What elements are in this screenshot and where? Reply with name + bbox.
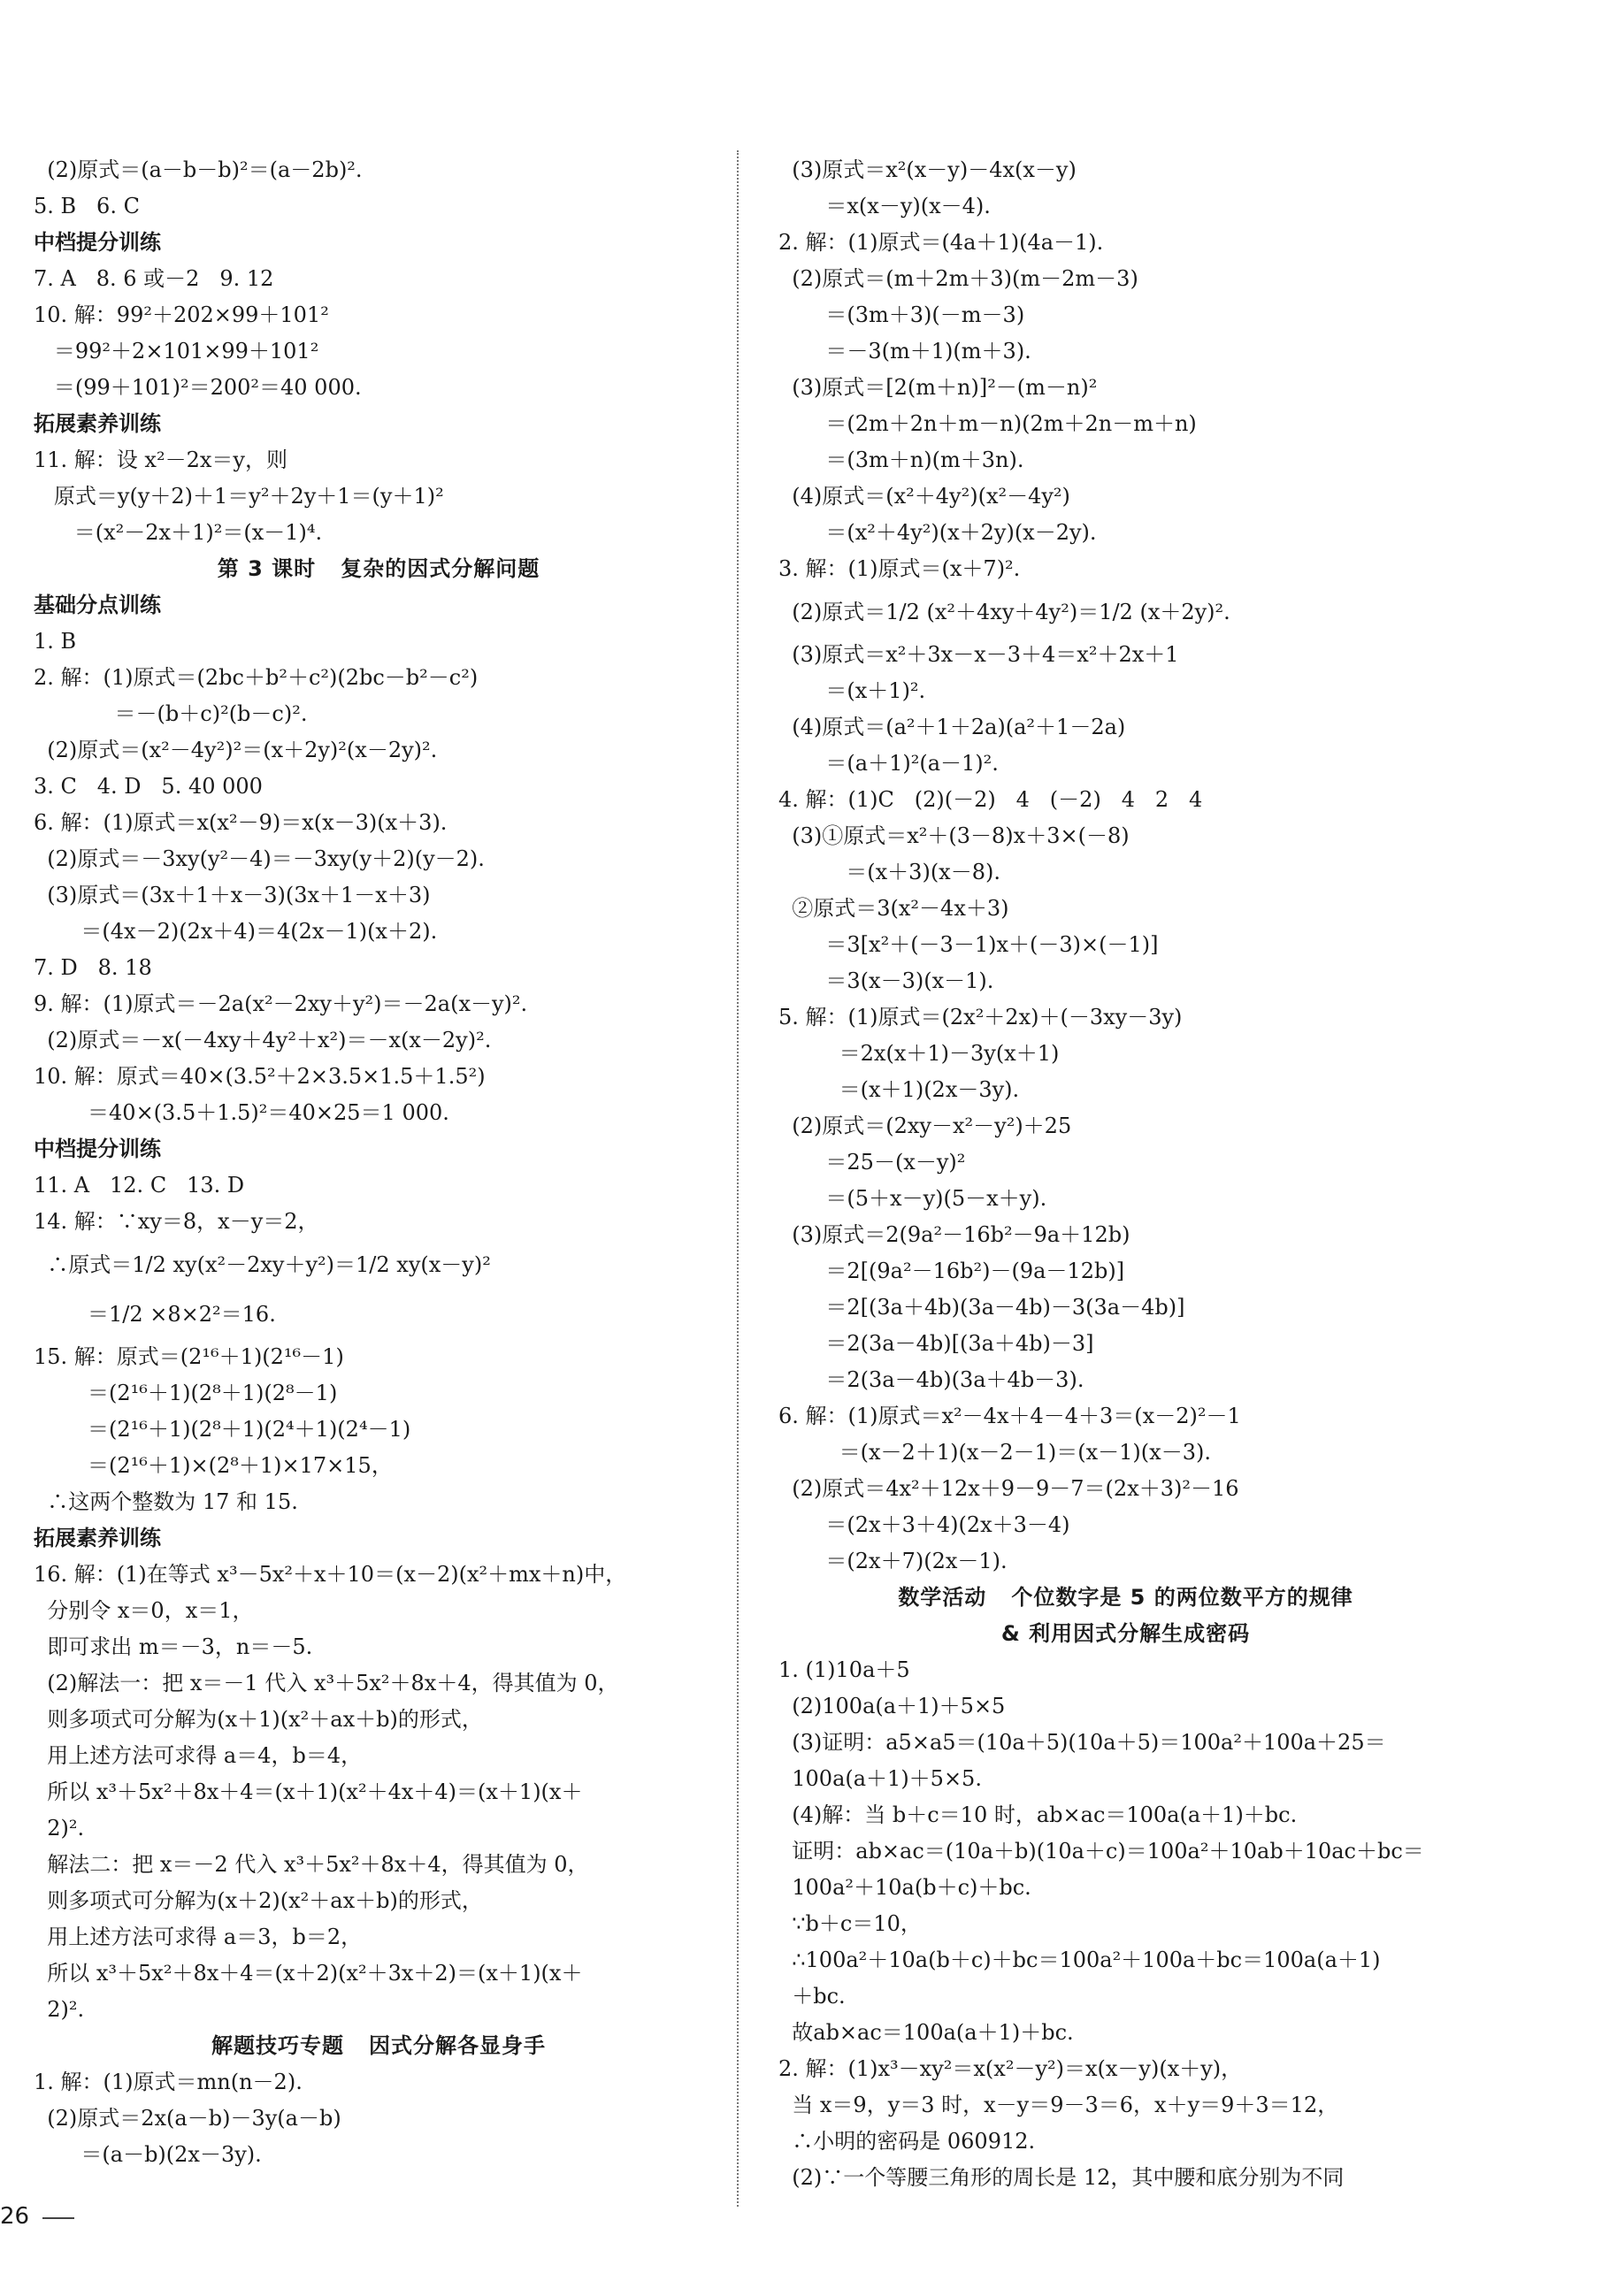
right-line-21: ＝3[x²＋(－3－1)x＋(－3)×(－1)]	[778, 932, 1159, 957]
right-line-33: ＝2(3a－4b)(3a＋4b－3).	[778, 1367, 1084, 1392]
right-line-1: ＝x(x－y)(x－4).	[778, 194, 991, 218]
right-line-23: 5. 解：(1)原式＝(2x²＋2x)＋(－3xy－3y)	[778, 1005, 1183, 1029]
right-line-50: ＋bc.	[778, 1984, 846, 2009]
left-line-4: 10. 解：99²＋202×99＋101²	[34, 302, 329, 327]
right-line-5: ＝－3(m＋1)(m＋3).	[778, 339, 1031, 364]
left-line-3: 7. A 8. 6 或－2 9. 12	[34, 266, 274, 291]
right-line-13: (3)原式＝x²＋3x－x－3＋4＝x²＋2x＋1	[778, 642, 1179, 667]
right-line-14: ＝(x＋1)².	[778, 678, 926, 703]
left-line-2: 中档提分训练	[34, 230, 161, 255]
column-divider	[737, 150, 739, 2207]
left-line-44: 所以 x³＋5x²＋8x＋4＝(x＋1)(x²＋4x＋4)＝(x＋1)(x＋	[34, 1779, 583, 1804]
left-line-7: 拓展素养训练	[34, 411, 161, 436]
left-line-16: (2)原式＝(x²－4y²)²＝(x＋2y)²(x－2y)².	[34, 738, 438, 762]
left-line-13: 1. B	[34, 629, 77, 654]
left-line-52: 1. 解：(1)原式＝mn(n－2).	[34, 2070, 303, 2094]
page-number: 26	[0, 2203, 30, 2230]
right-line-8: ＝(3m＋n)(m＋3n).	[778, 448, 1024, 472]
left-line-37: 拓展素养训练	[34, 1526, 161, 1550]
right-line-36: (2)原式＝4x²＋12x＋9－9－7＝(2x＋3)²－16	[778, 1476, 1239, 1501]
left-line-8: 11. 解：设 x²－2x＝y，则	[34, 448, 287, 472]
left-line-10: ＝(x²－2x＋1)²＝(x－1)⁴.	[34, 520, 323, 545]
right-line-17: 4. 解：(1)C (2)(－2) 4 (－2) 4 2 4	[778, 787, 1203, 812]
left-line-46: 解法二：把 x＝－2 代入 x³＋5x²＋8x＋4，得其值为 0，	[34, 1852, 589, 1877]
left-line-25: 10. 解：原式＝40×(3.5²＋2×3.5×1.5＋1.5²)	[34, 1064, 486, 1089]
right-line-34: 6. 解：(1)原式＝x²－4x＋4－4＋3＝(x－2)²－1	[778, 1404, 1241, 1428]
right-line-10: ＝(x²＋4y²)(x＋2y)(x－2y).	[778, 520, 1097, 545]
left-line-34: ＝(2¹⁶＋1)(2⁸＋1)(2⁴＋1)(2⁴－1)	[34, 1417, 411, 1442]
left-line-1: 5. B 6. C	[34, 194, 140, 218]
left-line-33: ＝(2¹⁶＋1)(2⁸＋1)(2⁸－1)	[34, 1381, 338, 1405]
left-line-35: ＝(2¹⁶＋1)×(2⁸＋1)×17×15，	[34, 1453, 393, 1478]
left-line-19: (2)原式＝－3xy(y²－4)＝－3xy(y＋2)(y－2).	[34, 846, 485, 871]
right-line-52: 2. 解：(1)x³－xy²＝x(x²－y²)＝x(x－y)(x＋y)，	[778, 2056, 1243, 2081]
right-line-4: ＝(3m＋3)(－m－3)	[778, 302, 1025, 327]
left-line-21: ＝(4x－2)(2x＋4)＝4(2x－1)(x＋2).	[34, 919, 438, 944]
left-line-9: 原式＝y(y＋2)＋1＝y²＋2y＋1＝(y＋1)²	[34, 484, 444, 509]
right-line-6: (3)原式＝[2(m＋n)]²－(m－n)²	[778, 375, 1098, 400]
left-line-27: 中档提分训练	[34, 1137, 161, 1161]
right-line-20: ②原式＝3(x²－4x＋3)	[778, 896, 1009, 921]
right-line-30: ＝2[(9a²－16b²)－(9a－12b)]	[778, 1259, 1125, 1283]
right-line-28: ＝(5＋x－y)(5－x＋y).	[778, 1186, 1047, 1211]
right-column	[778, 152, 1473, 2196]
right-line-25: ＝(x＋1)(2x－3y).	[778, 1077, 1020, 1102]
left-line-18: 6. 解：(1)原式＝x(x²－9)＝x(x－3)(x＋3).	[34, 810, 448, 835]
left-line-15: ＝－(b＋c)²(b－c)².	[34, 701, 308, 726]
left-line-30: ∴原式＝1/2 xy(x²－2xy＋y²)＝1/2 xy(x－y)²	[34, 1252, 491, 1277]
right-line-54: ∴小明的密码是 060912.	[778, 2129, 1036, 2154]
right-line-42: (2)100a(a＋1)＋5×5	[778, 1694, 1006, 1718]
right-line-45: (4)解：当 b＋c＝10 时，ab×ac＝100a(a＋1)＋bc.	[778, 1802, 1298, 1827]
right-line-16: ＝(a＋1)²(a－1)².	[778, 751, 999, 776]
right-line-46: 证明：ab×ac＝(10a＋b)(10a＋c)＝100a²＋10ab＋10ac＋bc＝	[778, 1839, 1424, 1864]
right-line-40: & 利用因式分解生成密码	[1000, 1621, 1251, 1646]
right-line-32: ＝2(3a－4b)[(3a＋4b)－3]	[778, 1331, 1094, 1356]
left-line-20: (3)原式＝(3x＋1＋x－3)(3x＋1－x＋3)	[34, 883, 431, 907]
left-line-6: ＝(99＋101)²＝200²＝40 000.	[34, 375, 362, 400]
right-line-37: ＝(2x＋3＋4)(2x＋3－4)	[778, 1512, 1070, 1537]
right-line-31: ＝2[(3a＋4b)(3a－4b)－3(3a－4b)]	[778, 1295, 1185, 1320]
left-line-38: 16. 解：(1)在等式 x³－5x²＋x＋10＝(x－2)(x²＋mx＋n)中，	[34, 1562, 627, 1587]
right-line-49: ∴100a²＋10a(b＋c)＋bc＝100a²＋100a＋bc＝100a(a＋1)	[778, 1948, 1381, 1972]
left-line-54: ＝(a－b)(2x－3y).	[34, 2142, 262, 2167]
footer-rule	[42, 2217, 74, 2219]
left-line-47: 则多项式可分解为(x＋2)(x²＋ax＋b)的形式，	[34, 1888, 483, 1913]
left-line-49: 所以 x³＋5x²＋8x＋4＝(x＋2)(x²＋3x＋2)＝(x＋1)(x＋	[34, 1961, 583, 1986]
left-line-12: 基础分点训练	[34, 593, 161, 617]
right-line-43: (3)证明：a5×a5＝(10a＋5)(10a＋5)＝100a²＋100a＋25＝	[778, 1730, 1386, 1755]
left-column	[34, 152, 724, 2173]
right-line-19: ＝(x＋3)(x－8).	[778, 860, 1000, 884]
left-line-28: 11. A 12. C 13. D	[34, 1173, 245, 1198]
right-line-44: 100a(a＋1)＋5×5.	[778, 1766, 982, 1791]
right-line-48: ∵b＋c＝10，	[778, 1911, 922, 1936]
right-line-2: 2. 解：(1)原式＝(4a＋1)(4a－1).	[778, 230, 1104, 255]
left-line-42: 则多项式可分解为(x＋1)(x²＋ax＋b)的形式，	[34, 1707, 483, 1732]
left-line-26: ＝40×(3.5＋1.5)²＝40×25＝1 000.	[34, 1100, 449, 1125]
left-line-23: 9. 解：(1)原式＝－2a(x²－2xy＋y²)＝－2a(x－y)².	[34, 991, 528, 1016]
right-line-12: (2)原式＝1/2 (x²＋4xy＋4y²)＝1/2 (x＋2y)².	[778, 600, 1230, 624]
right-line-47: 100a²＋10a(b＋c)＋bc.	[778, 1875, 1031, 1900]
right-line-53: 当 x＝9，y＝3 时，x－y＝9－3＝6，x＋y＝9＋3＝12，	[778, 2093, 1339, 2117]
right-line-51: 故ab×ac＝100a(a＋1)＋bc.	[778, 2020, 1074, 2045]
right-line-55: (2)∵一个等腰三角形的周长是 12，其中腰和底分别为不同	[778, 2165, 1345, 2190]
left-line-24: (2)原式＝－x(－4xy＋4y²＋x²)＝－x(x－2y)².	[34, 1028, 492, 1052]
left-line-31: ＝1/2 ×8×2²＝16.	[34, 1302, 276, 1327]
right-line-24: ＝2x(x＋1)－3y(x＋1)	[778, 1041, 1060, 1066]
left-line-0: (2)原式＝(a－b－b)²＝(a－2b)².	[34, 157, 363, 182]
left-line-11: 第 3 课时 复杂的因式分解问题	[217, 556, 540, 581]
left-line-50: 2)².	[34, 1997, 85, 2022]
right-line-39: 数学活动 个位数字是 5 的两位数平方的规律	[898, 1585, 1353, 1610]
right-line-11: 3. 解：(1)原式＝(x＋7)².	[778, 556, 1021, 581]
left-line-17: 3. C 4. D 5. 40 000	[34, 774, 263, 799]
left-line-40: 即可求出 m＝－3，n＝－5.	[34, 1634, 313, 1659]
right-line-26: (2)原式＝(2xy－x²－y²)＋25	[778, 1114, 1072, 1138]
left-line-53: (2)原式＝2x(a－b)－3y(a－b)	[34, 2106, 341, 2131]
right-line-29: (3)原式＝2(9a²－16b²－9a＋12b)	[778, 1222, 1130, 1247]
left-line-22: 7. D 8. 18	[34, 955, 152, 980]
left-line-5: ＝99²＋2×101×99＋101²	[34, 339, 319, 364]
left-line-51: 解题技巧专题 因式分解各显身手	[211, 2033, 547, 2058]
right-line-35: ＝(x－2＋1)(x－2－1)＝(x－1)(x－3).	[778, 1440, 1211, 1465]
left-line-36: ∴这两个整数为 17 和 15.	[34, 1489, 298, 1514]
right-line-22: ＝3(x－3)(x－1).	[778, 968, 994, 993]
right-line-7: ＝(2m＋2n＋m－n)(2m＋2n－m＋n)	[778, 411, 1197, 436]
left-line-43: 用上述方法可求得 a＝4，b＝4，	[34, 1743, 363, 1768]
left-line-29: 14. 解：∵xy＝8，x－y＝2，	[34, 1209, 319, 1234]
right-line-18: (3)①原式＝x²＋(3－8)x＋3×(－8)	[778, 823, 1130, 848]
left-line-45: 2)².	[34, 1816, 85, 1841]
left-line-48: 用上述方法可求得 a＝3，b＝2，	[34, 1925, 363, 1949]
right-line-38: ＝(2x＋7)(2x－1).	[778, 1549, 1008, 1573]
left-line-39: 分别令 x＝0，x＝1，	[34, 1598, 254, 1623]
right-line-41: 1. (1)10a＋5	[778, 1657, 910, 1682]
left-line-14: 2. 解：(1)原式＝(2bc＋b²＋c²)(2bc－b²－c²)	[34, 665, 479, 690]
right-line-9: (4)原式＝(x²＋4y²)(x²－4y²)	[778, 484, 1070, 509]
left-line-32: 15. 解：原式＝(2¹⁶＋1)(2¹⁶－1)	[34, 1344, 344, 1369]
right-line-3: (2)原式＝(m＋2m＋3)(m－2m－3)	[778, 266, 1138, 291]
right-line-27: ＝25－(x－y)²	[778, 1150, 966, 1175]
right-line-15: (4)原式＝(a²＋1＋2a)(a²＋1－2a)	[778, 715, 1126, 739]
right-line-0: (3)原式＝x²(x－y)－4x(x－y)	[778, 157, 1077, 182]
left-line-41: (2)解法一：把 x＝－1 代入 x³＋5x²＋8x＋4，得其值为 0，	[34, 1671, 619, 1695]
